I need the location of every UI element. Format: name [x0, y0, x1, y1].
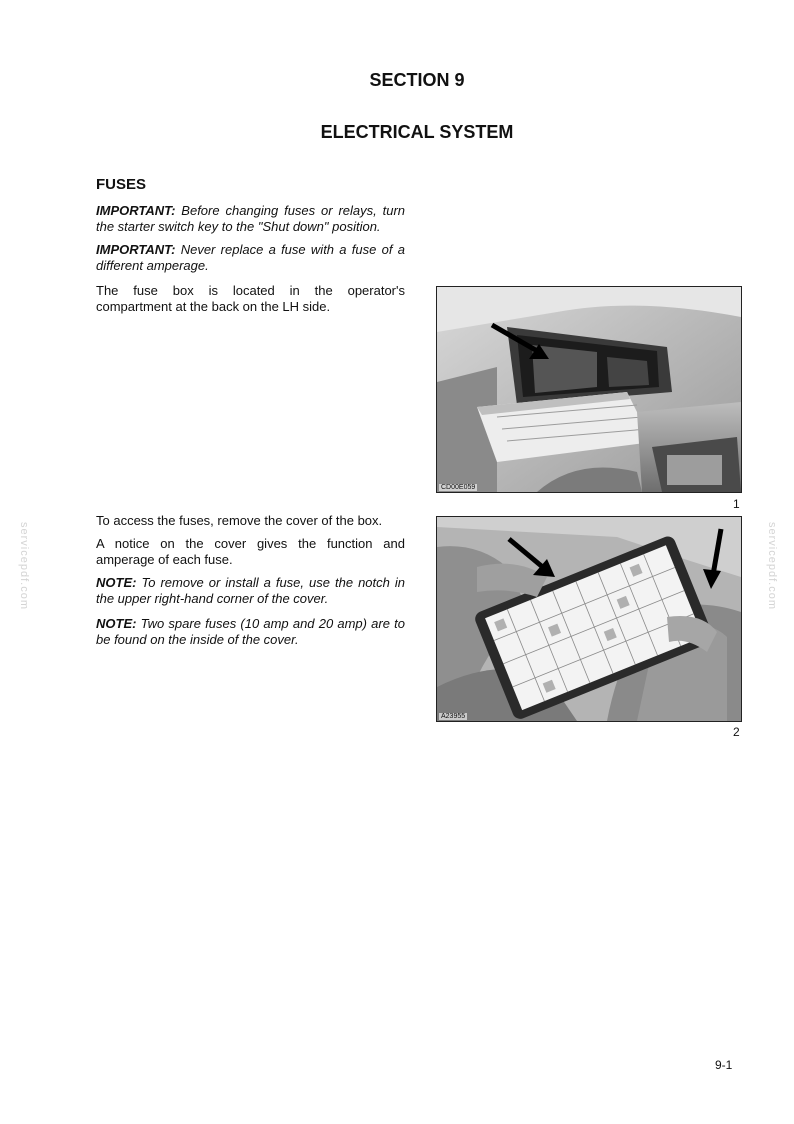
fuse-box-location-illustration [437, 287, 741, 492]
note-label-1: NOTE: [96, 575, 137, 590]
watermark-left: servicepdf.com [17, 522, 30, 610]
note-text-1: To remove or install a fuse, use the notch in the upper right-hand corner of the cover. [96, 575, 405, 606]
note-text-2: Two spare fuses (10 amp and 20 amp) are to be found on the inside of the cover. [96, 616, 405, 647]
important-label-1: IMPORTANT: [96, 203, 176, 218]
important-note-2 [96, 242, 405, 274]
fuses-heading: FUSES [96, 176, 147, 193]
note-2 [96, 616, 405, 648]
note-1 [96, 575, 405, 607]
page-title: ELECTRICAL SYSTEM [320, 122, 514, 142]
page-number: 9-1 [715, 1058, 733, 1072]
access-paragraph: To access the fuses, remove the cover of the box. [96, 513, 383, 528]
important-note-1 [96, 203, 405, 235]
fuse-cover-illustration [437, 517, 741, 721]
notice-paragraph: A notice on the cover gives the function and amperage of each fuse. [96, 536, 405, 567]
location-paragraph: The fuse box is located in the operator's compartment at the back on the LH side. [96, 283, 405, 314]
figure-2-number: 2 [733, 725, 740, 739]
figure-2-photo [436, 516, 742, 722]
figure-1-photo [436, 286, 742, 493]
section-title: SECTION 9 [369, 70, 465, 90]
figure-1-number: 1 [733, 497, 740, 511]
important-text-2: Never replace a fuse with a fuse of a different amperage. [96, 242, 405, 273]
important-text-1: Before changing fuses or relays, turn the starter switch key to the "Shut down" position. [96, 203, 405, 234]
watermark-right: servicepdf.com [765, 522, 778, 610]
note-label-2: NOTE: [96, 616, 137, 631]
important-label-2: IMPORTANT: [96, 242, 176, 257]
figure-1-code: CD00E059 [441, 484, 476, 491]
figure-2-code: A23955 [441, 713, 466, 720]
